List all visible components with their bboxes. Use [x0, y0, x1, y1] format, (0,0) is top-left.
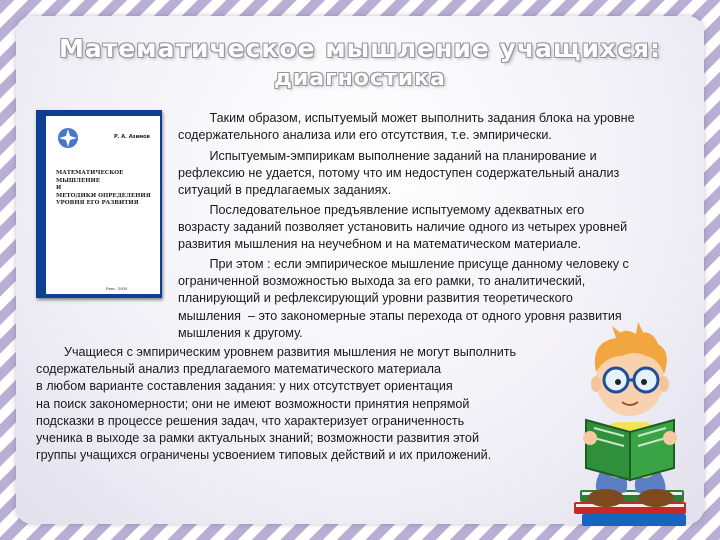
- reading-child-illustration: [560, 322, 700, 530]
- paragraph-4: При этом : если эмпирическое мышление присуще данному человеку с ограниченной возможностью выхода за его рамки, то аналитический, планирующий и рефлексирующий уровни развития теоретического мышления – это закономерные этапы перехода от одного уровня развития мышления к другому.: [178, 257, 629, 340]
- book-title: [56, 170, 156, 208]
- book-title-line: МЫШЛЕНИЕ: [56, 177, 101, 184]
- paragraph-2: Испытуемым-эмпирикам выполнение заданий на планирование и рефлексию не удается, потому что им недоступен содержательный анализ ситуаций в предлагаемых заданиях.: [178, 149, 620, 198]
- book-title-line: УРОВНЯ ЕГО РАЗВИТИЯ: [56, 200, 139, 207]
- book-author: Р. А. Азимов: [114, 134, 150, 140]
- book-footer: Рига · 2000: [106, 286, 127, 291]
- slide-subtitle: диагностика: [274, 66, 446, 91]
- book-title-line: МАТЕМАТИЧЕСКОЕ: [56, 170, 124, 176]
- paragraph-5: Учащиеся с эмпирическим уровнем развития мышления не могут выполнить содержательный анализ предлагаемого математического материала в любом варианте составления задания: у них отсутствует ориентация на поиск закономерности; они не имеют возможности принятия непрямой подсказки в процессе решения задач, что характеризует ограниченность ученика в выходе за рамки актуальных знаний; возможности развития этой группы учащихся ограничены усвоением типовых действий и их приложений.: [36, 345, 517, 463]
- book-title-line: МЕТОДИКИ ОПРЕДЕЛЕНИЯ: [56, 192, 151, 199]
- book-emblem-icon: [56, 126, 80, 150]
- paragraph-1: Таким образом, испытуемый может выполнить задания блока на уровне содержательного анализа или его отсутствия, т.е. эмпирически.: [178, 111, 635, 143]
- book-cover-page: [46, 116, 160, 294]
- paragraph-3: Последовательное предъявление испытуемому адекватных его возрасту заданий позволяет установить наличие одного из четырех уровней развития мышления на неучебном и на математическом материале.: [178, 203, 628, 252]
- book-cover-image: [36, 110, 162, 298]
- slide-title: Математическое мышление учащихся:: [58, 34, 662, 63]
- book-title-line: И: [56, 185, 62, 192]
